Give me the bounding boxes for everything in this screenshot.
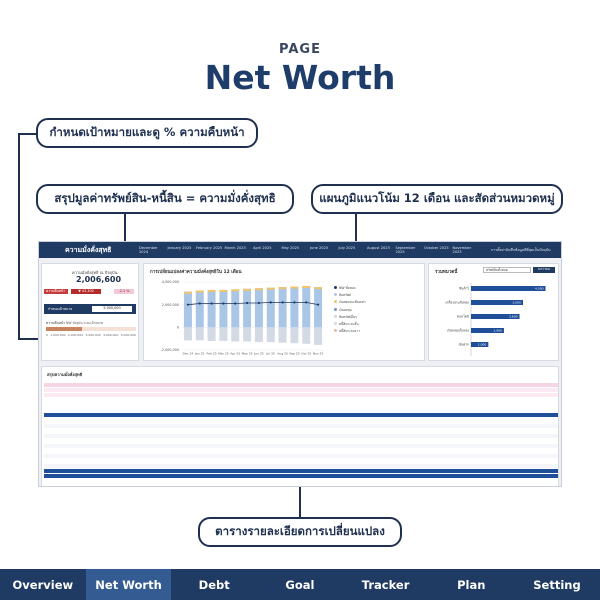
nav-tab-overview[interactable]: Overview (12, 577, 74, 592)
legend-item (334, 300, 366, 305)
month-tab[interactable]: January 2025 (167, 246, 192, 250)
table-row (44, 413, 558, 417)
progress-fill (46, 327, 82, 331)
liability-bar (231, 327, 239, 341)
liability-bar (196, 327, 204, 340)
month-tab[interactable]: April 2025 (253, 246, 272, 250)
legend-swatch (334, 322, 337, 325)
net-worth-line (188, 302, 318, 304)
legend-label: เงินสดและเทียบเท่า (339, 300, 366, 305)
legend-item (334, 315, 366, 320)
liability-bar (219, 327, 227, 341)
x-tick-label: Dec 24 (182, 351, 194, 356)
table-row (44, 424, 558, 428)
dashboard-title: ความมั่งคั่งสุทธิ (65, 245, 112, 254)
scale-tick: 0 (46, 333, 48, 337)
legend-label: เงินลงทุน (339, 307, 352, 312)
asset-bar (302, 286, 310, 327)
x-tick-label: Sep 25 (289, 351, 300, 356)
nav-tab-goal[interactable]: Goal (285, 577, 315, 592)
legend-label: สินทรัพย์อื่นๆ (339, 314, 357, 319)
legend-swatch (334, 315, 337, 318)
target-row (44, 304, 136, 314)
table-row (44, 444, 558, 448)
net-worth-point (281, 301, 283, 303)
net-worth-point (293, 301, 295, 303)
legend-label: สินทรัพย์ (339, 293, 351, 298)
asset-cap (290, 287, 298, 289)
net-worth-point (246, 302, 248, 304)
table-row (44, 434, 558, 438)
connector-line (18, 133, 20, 339)
table-row (44, 388, 558, 392)
asset-bar (290, 287, 298, 328)
net-worth-point (234, 302, 236, 304)
nav-tab-net-worth[interactable]: Net Worth (86, 569, 172, 600)
category-value-label: 2,800 (508, 314, 518, 319)
asset-bar (208, 290, 216, 327)
nav-tab-setting[interactable]: Setting (533, 577, 581, 592)
net-worth-point (258, 302, 260, 304)
x-tick-label: Jan 25 (195, 351, 205, 356)
net-worth-point (317, 303, 319, 305)
change-value: ▼ 43,300 (71, 289, 101, 294)
legend-item (334, 308, 366, 313)
table-row (44, 449, 558, 453)
x-tick-label: Jul 25 (266, 351, 275, 356)
target-label: กำหนดเป้าหมาย (48, 307, 73, 311)
trend-chart-title: การเปลี่ยนแปลงค่าความมั่งคั่งสุทธิใน 12 เดือน (150, 270, 242, 275)
liability-bar (243, 327, 251, 341)
month-select[interactable]: มกราคม (533, 267, 555, 273)
legend-swatch (334, 286, 337, 289)
month-tab[interactable]: December 2024 (139, 246, 158, 254)
asset-cap (208, 290, 216, 292)
x-tick-label: May 25 (241, 351, 253, 356)
category-chart-title: รวมหมวดนี้ (435, 270, 458, 275)
legend-swatch (334, 329, 337, 332)
asset-bar (196, 291, 204, 328)
x-tick-label: Aug 25 (277, 351, 288, 356)
net-worth-point (210, 302, 212, 304)
table-row (44, 454, 558, 458)
legend-swatch (334, 300, 337, 303)
topbar-note: การตั้งค่าบันทึกข้อมูลดีที่สุดเป็นปัจจุบัน (491, 248, 551, 252)
page-title: Net Worth (204, 58, 396, 97)
asset-cap (184, 292, 192, 294)
nav-tab-debt[interactable]: Debt (198, 577, 230, 592)
category-value-label: 3,000 (512, 300, 521, 305)
legend-label: NW ทั้งหมด (339, 286, 356, 290)
table-row (44, 429, 558, 433)
asset-bar (231, 289, 239, 327)
scale-tick: 4,000,000 (103, 333, 119, 337)
net-worth-panel (41, 263, 139, 361)
asset-cap (219, 290, 227, 292)
table-row (44, 393, 558, 397)
month-tabs (139, 246, 481, 254)
x-tick-label: Apr 25 (230, 351, 241, 356)
liability-bar (267, 327, 275, 342)
net-worth-value: 2,006,600 (76, 275, 122, 284)
asset-cap (314, 287, 322, 289)
category-label: คอนโดมิ (456, 314, 469, 319)
trend-chart-panel (143, 263, 425, 361)
y-tick-label: 2,000,000 (161, 302, 179, 307)
trend-legend (334, 286, 366, 336)
trend-chart (144, 264, 426, 362)
asset-cap (302, 286, 310, 288)
month-tab[interactable]: May 2025 (281, 246, 300, 250)
category-chart-panel (428, 263, 559, 361)
scale-tick: 5,000,000 (120, 333, 136, 337)
legend-label: หนี้สินระยะสั้น (339, 321, 359, 326)
dashboard-topbar (39, 242, 562, 258)
asset-bar (314, 287, 322, 327)
target-input[interactable]: 5,000,000 (92, 306, 132, 312)
scale-tick: 3,000,000 (85, 333, 101, 337)
table-row (44, 464, 558, 468)
liability-bar (208, 327, 216, 341)
callout-chart: แผนภูมิแนวโน้ม 12 เดือน และสัดส่วนหมวดหมู่ (311, 184, 563, 214)
category-value-label: 1,900 (493, 328, 502, 333)
legend-swatch (334, 293, 337, 296)
category-value-label: 4,300 (534, 286, 544, 291)
category-label: เงินฝาก (458, 342, 469, 347)
liability-bar (314, 327, 322, 345)
asset-bar (279, 287, 287, 327)
connector-line (299, 487, 301, 517)
callout-table: ตารางรายละเอียดการเปลี่ยนแปลง (198, 517, 402, 547)
category-label: เครื่องประดับทอง (445, 300, 469, 305)
table-row (44, 439, 558, 443)
legend-item (334, 286, 366, 291)
change-percent: -2.1 % (114, 289, 134, 294)
y-tick-label: 0 (176, 325, 179, 330)
progress-label: ความคืบหน้า (46, 321, 66, 325)
asset-bar (267, 288, 275, 328)
category-label: เงินลงทุนในทอง (447, 328, 469, 333)
asset-bar (255, 288, 263, 327)
net-worth-point (187, 304, 189, 306)
asset-cap (231, 289, 239, 291)
progress-bar (46, 327, 136, 331)
legend-swatch (334, 308, 337, 311)
month-tab[interactable]: July 2025 (338, 246, 356, 250)
table-row (44, 383, 558, 387)
month-tab[interactable]: March 2025 (224, 246, 246, 250)
asset-cap (243, 289, 251, 291)
month-tab[interactable]: October 2025 (424, 246, 449, 250)
scale-tick: 1,000,000 (50, 333, 66, 337)
asset-bar (243, 289, 251, 328)
progress-scale (46, 333, 136, 337)
legend-item (334, 322, 366, 327)
x-tick-label: Jun 25 (254, 351, 264, 356)
change-label: ความคืบหน้า (44, 289, 68, 294)
y-tick-label: -2,000,000 (160, 348, 179, 353)
change-row (44, 289, 136, 294)
net-worth-point (270, 301, 272, 303)
nav-tab-tracker[interactable]: Tracker (361, 577, 410, 592)
x-tick-label: Feb 25 (206, 351, 217, 356)
x-tick-label: Mar 25 (218, 351, 229, 356)
legend-item (334, 293, 366, 298)
liability-bar (184, 327, 192, 340)
liability-bar (290, 327, 298, 343)
x-tick-label: Oct 25 (301, 351, 312, 356)
category-select[interactable]: ทรัพย์สินทั้งหมด (483, 267, 531, 273)
page-eyebrow: PAGE (279, 42, 321, 57)
legend-item (334, 329, 366, 334)
category-label: สินค้าไ (459, 286, 469, 291)
table-row (44, 419, 558, 423)
bottom-nav (0, 569, 600, 600)
month-tab[interactable]: February 2025 (196, 246, 223, 250)
x-tick-label: Nov 25 (312, 351, 324, 356)
table-row (44, 474, 558, 478)
asset-cap (196, 291, 204, 293)
net-worth-label: ความมั่งคั่งสุทธิ ณ ปัจจุบัน (72, 270, 118, 275)
net-worth-point (222, 302, 224, 304)
asset-bar (219, 290, 227, 327)
category-value-label: 1,000 (477, 342, 487, 347)
scale-tick: 2,000,000 (67, 333, 84, 337)
liability-bar (279, 327, 287, 342)
asset-cap (255, 288, 263, 290)
connector-line (18, 133, 36, 135)
callout-goal: กำหนดเป้าหมายและดู % ความคืบหน้า (36, 118, 258, 148)
liability-bar (302, 327, 310, 343)
asset-cap (279, 287, 287, 289)
asset-bar (184, 292, 192, 328)
net-worth-point (305, 301, 307, 303)
liability-bar (255, 327, 263, 342)
detail-table-panel (41, 366, 559, 487)
detail-table-title: สรุปความมั่งคั่งสุทธิ (47, 372, 83, 377)
nav-tab-plan[interactable]: Plan (457, 577, 486, 592)
legend-label: หนี้สินระยะยาว (339, 329, 360, 334)
asset-cap (267, 288, 275, 290)
dashboard-screenshot (38, 241, 562, 487)
progress-legend: NW ปัจจุบัน ระยะเป้าหมาย (66, 321, 104, 325)
month-tab[interactable]: November 2025 (452, 246, 472, 254)
month-tab[interactable]: August 2025 (367, 246, 390, 250)
callout-summary: สรุปมูลค่าทรัพย์สิน-หนี้สิน = ความมั่งคั่งสุทธิ (36, 184, 294, 214)
net-worth-point (199, 302, 201, 304)
month-tab[interactable]: June 2025 (310, 246, 329, 250)
table-row (44, 459, 558, 463)
y-tick-label: 4,000,000 (161, 280, 179, 285)
table-row (44, 469, 558, 473)
month-tab[interactable]: September 2025 (395, 246, 416, 254)
category-chart (429, 264, 560, 362)
